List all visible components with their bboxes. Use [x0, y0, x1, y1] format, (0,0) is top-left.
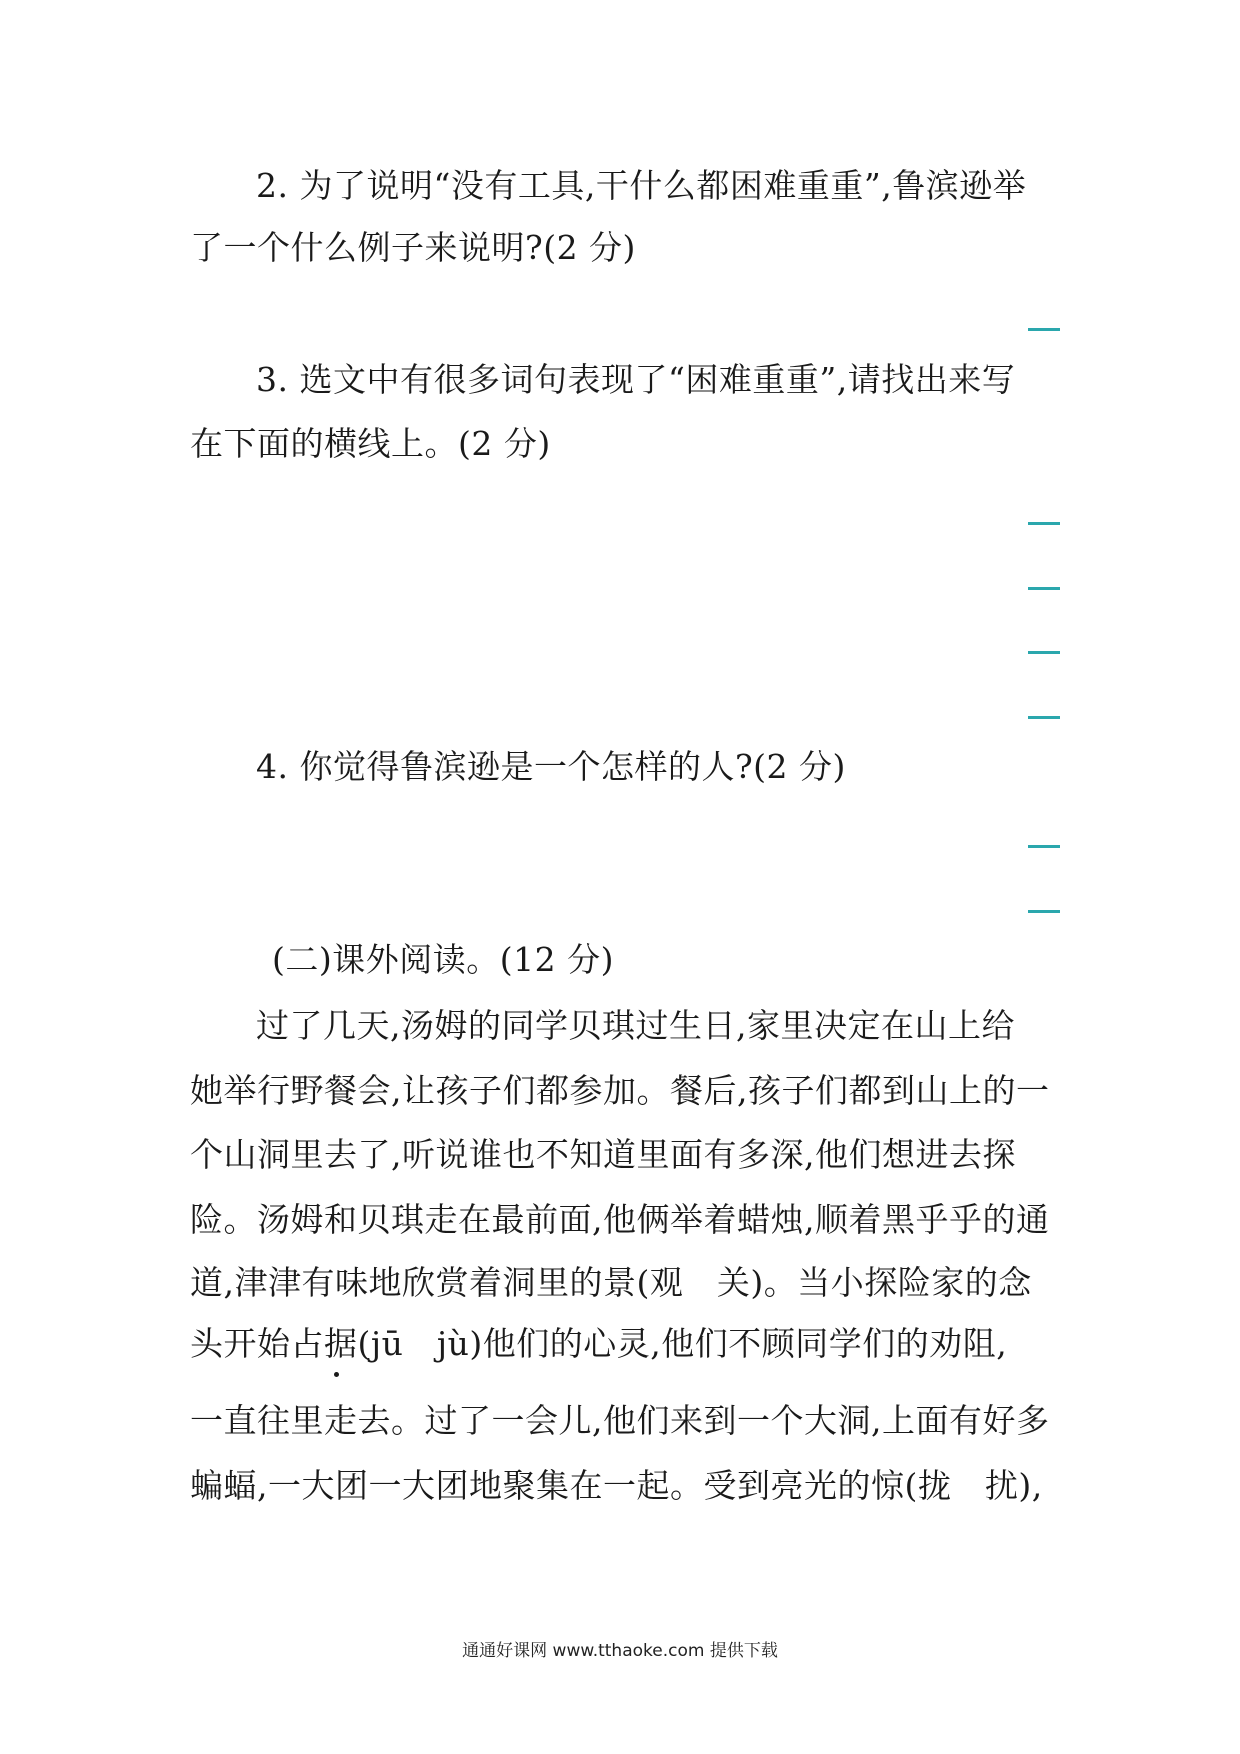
passage-line-6: 头开始占据(jū jù)他们的心灵,他们不顾同学们的劝阻, — [190, 1324, 1008, 1363]
question-2-line-2: 了一个什么例子来说明?(2 分) — [190, 228, 636, 267]
footer-credit: 通通好课网 www.tthaoke.com 提供下载 — [462, 1641, 778, 1661]
answer-line-q3-1[interactable] — [1028, 522, 1060, 525]
question-4-line-1: 4. 你觉得鲁滨逊是一个怎样的人?(2 分) — [256, 747, 846, 786]
answer-line-q2-1[interactable] — [1028, 328, 1060, 331]
emphasis-dot — [334, 1372, 339, 1377]
question-2-line-1: 2. 为了说明“没有工具,干什么都困难重重”,鲁滨逊举 — [256, 166, 1027, 205]
passage-line-2: 她举行野餐会,让孩子们都参加。餐后,孩子们都到山上的一 — [190, 1071, 1050, 1110]
passage-line-7: 一直往里走去。过了一会儿,他们来到一个大洞,上面有好多 — [190, 1401, 1050, 1440]
answer-line-q3-3[interactable] — [1028, 651, 1060, 654]
passage-line-3: 个山洞里去了,听说谁也不知道里面有多深,他们想进去探 — [190, 1135, 1016, 1174]
question-3-line-2: 在下面的横线上。(2 分) — [190, 424, 551, 463]
passage-line-5: 道,津津有味地欣赏着洞里的景(观 关)。当小探险家的念 — [190, 1263, 1032, 1302]
question-3-line-1: 3. 选文中有很多词句表现了“困难重重”,请找出来写 — [256, 360, 1016, 399]
answer-line-q3-2[interactable] — [1028, 587, 1060, 590]
answer-line-q4-2[interactable] — [1028, 910, 1060, 913]
passage-line-4: 险。汤姆和贝琪走在最前面,他俩举着蜡烛,顺着黑乎乎的通 — [190, 1200, 1050, 1239]
answer-line-q3-4[interactable] — [1028, 716, 1060, 719]
section-heading: (二)课外阅读。(12 分) — [272, 940, 614, 979]
passage-line-1: 过了几天,汤姆的同学贝琪过生日,家里决定在山上给 — [256, 1006, 1015, 1045]
answer-line-q4-1[interactable] — [1028, 845, 1060, 848]
passage-line-8: 蝙蝠,一大团一大团地聚集在一起。受到亮光的惊(拢 扰), — [190, 1466, 1043, 1505]
